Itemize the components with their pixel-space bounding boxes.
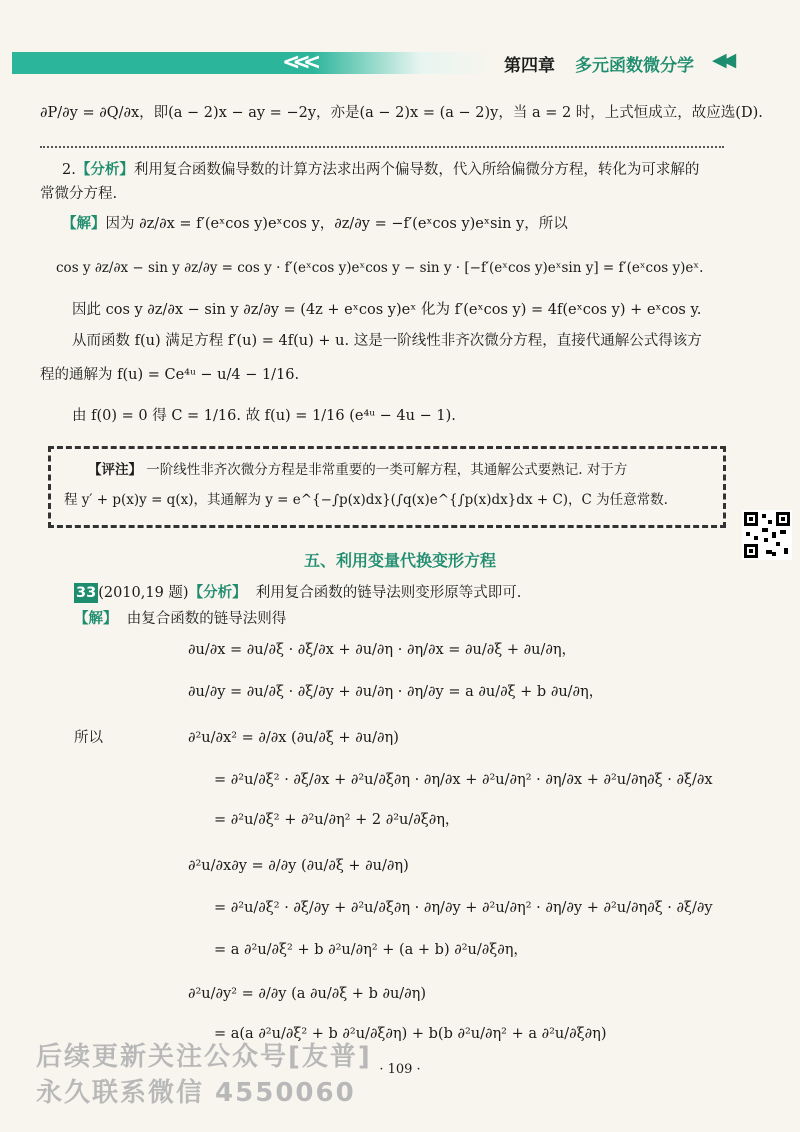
remark-text-1: 一阶线性非齐次微分方程是非常重要的一类可解方程，其通解公式要熟记. 对于方: [146, 462, 628, 478]
text-line-5: cos y ∂z/∂x − sin y ∂z/∂y = cos y · f′(eˣcos y)eˣcos y − sin y · [−f′(eˣcos y)eˣsin y] = f′(eˣcos y)eˣ.: [56, 260, 704, 276]
remark-line-2: 程 y′ + p(x)y = q(x)，其通解为 y = e^{−∫p(x)dx}(∫q(x)e^{∫p(x)dx}dx + C)，C 为任意常数.: [64, 492, 668, 508]
remark-tag: 【评注】: [88, 462, 142, 478]
chapter-number: 第四章: [504, 56, 555, 76]
problem-header: [74, 583, 521, 603]
solution-tag: 【解】: [62, 215, 106, 232]
chapter-arrow-icon: ◀◀: [712, 49, 732, 71]
solution-text: 因为 ∂z/∂x = f′(eˣcos y)eˣcos y，∂z/∂y = −f′(eˣcos y)eˣsin y，所以: [105, 216, 568, 232]
equation-line: = ∂²u/∂ξ² · ∂ξ/∂x + ∂²u/∂ξ∂η · ∂η/∂x + ∂²u/∂η² · ∂η/∂x + ∂²u/∂η∂ξ · ∂ξ/∂x: [214, 772, 713, 788]
section-title: 五、利用变量代换变形方程: [303, 551, 496, 570]
problem-solution-intro: [74, 609, 286, 629]
remark-line-1: [88, 460, 627, 480]
problem-source: (2010,19 题): [98, 585, 189, 601]
equation-line: = a(a ∂²u/∂ξ² + b ∂²u/∂ξ∂η) + b(b ∂²u/∂η² + a ∂²u/∂ξ∂η): [214, 1026, 607, 1042]
analysis-text: 利用复合函数偏导数的计算方法求出两个偏导数，代入所给偏微分方程，转化为可求解的: [133, 162, 700, 178]
text-line-2: [62, 160, 699, 180]
remark-box: [48, 446, 726, 528]
divider: [40, 146, 724, 148]
chapter-header: [12, 50, 732, 76]
analysis-tag: 【分析】: [75, 161, 134, 178]
item-number: 2.: [62, 162, 76, 178]
so-label: 所以: [74, 730, 103, 746]
watermark-line-1: 后续更新关注公众号[友普]: [36, 1042, 372, 1072]
chapter-title: 多元函数微分学: [575, 56, 694, 76]
text-line-6: 因此 cos y ∂z/∂x − sin y ∂z/∂y = (4z + eˣcos y)eˣ 化为 f′(eˣcos y) = 4f(eˣcos y) + eˣcos y.: [72, 302, 702, 318]
equation-line: ∂u/∂y = ∂u/∂ξ · ∂ξ/∂y + ∂u/∂η · ∂η/∂y = a ∂u/∂ξ + b ∂u/∂η，: [188, 684, 604, 700]
equation-line: = a ∂²u/∂ξ² + b ∂²u/∂η² + (a + b) ∂²u/∂ξ∂η，: [214, 942, 528, 958]
problem-solution-text: 由复合函数的链导法则得: [126, 611, 287, 627]
watermark-line-2: 永久联系微信 4550060: [36, 1078, 356, 1108]
equation-line: = ∂²u/∂ξ² + ∂²u/∂η² + 2 ∂²u/∂ξ∂η，: [214, 812, 460, 828]
text-line-9: 由 f(0) = 0 得 C = 1/16. 故 f(u) = 1/16 (e⁴ᵘ − 4u − 1).: [72, 408, 456, 424]
text-line-1: ∂P/∂y = ∂Q/∂x，即(a − 2)x − ay = −2y，亦是(a − 2)x = (a − 2)y，当 a = 2 时，上式恒成立，故应选(D).: [40, 105, 763, 121]
header-gradient: [312, 52, 492, 74]
equation-line: ∂²u/∂x∂y = ∂/∂y (∂u/∂ξ + ∂u/∂η): [188, 858, 409, 874]
text-line-3: 常微分方程.: [40, 186, 118, 202]
equation-line: = ∂²u/∂ξ² · ∂ξ/∂y + ∂²u/∂ξ∂η · ∂η/∂y + ∂²u/∂η² · ∂η/∂y + ∂²u/∂η∂ξ · ∂ξ/∂y: [214, 900, 713, 916]
equation-line: ∂u/∂x = ∂u/∂ξ · ∂ξ/∂x + ∂u/∂η · ∂η/∂x = ∂u/∂ξ + ∂u/∂η，: [188, 642, 577, 658]
text-line-7: 从而函数 f(u) 满足方程 f′(u) = 4f(u) + u. 这是一阶线性非齐次微分方程，直接代通解公式得该方: [72, 333, 702, 349]
problem-number: 33: [76, 585, 97, 601]
problem-solution-tag: 【解】: [74, 610, 118, 627]
page-number: · 109 ·: [379, 1062, 421, 1077]
equation-line: ∂²u/∂y² = ∂/∂y (a ∂u/∂ξ + b ∂u/∂η): [188, 986, 427, 1002]
header-left-arrows: <<<: [282, 50, 314, 75]
problem-analysis: 利用复合函数的链导法则变形原等式即可.: [255, 585, 522, 601]
text-line-8: 程的通解为 f(u) = Ce⁴ᵘ − u/4 − 1/16.: [40, 367, 300, 383]
equation-line: ∂²u/∂x² = ∂/∂x (∂u/∂ξ + ∂u/∂η): [188, 730, 399, 746]
problem-analysis-tag: 【分析】: [188, 584, 247, 601]
text-line-4: [62, 214, 568, 234]
